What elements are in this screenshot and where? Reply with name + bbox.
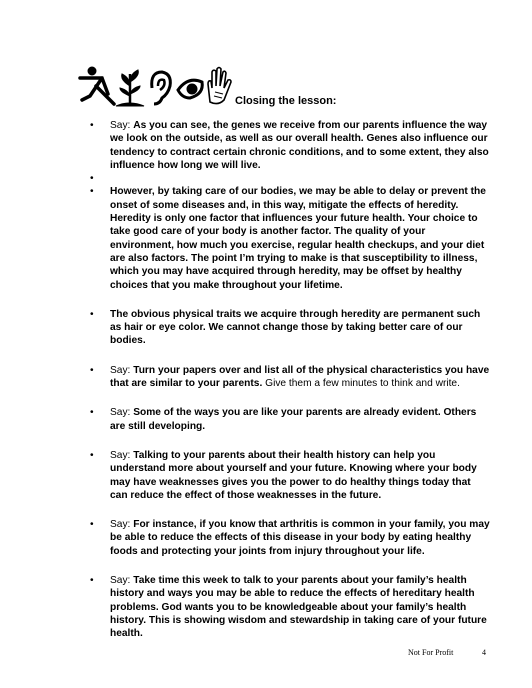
plant-sprout-icon [116, 70, 144, 106]
say-label: Say: [110, 407, 131, 419]
bullet-item [90, 574, 490, 640]
say-label: Say: [110, 120, 131, 131]
bullet-item [90, 406, 490, 433]
bullet-item [90, 518, 490, 558]
say-label: Say: [110, 575, 131, 587]
bullet-item [90, 449, 490, 502]
eye-icon [178, 80, 202, 98]
say-label: Say: [110, 519, 131, 531]
bullet-list [90, 119, 490, 641]
bullet-text: Talking to your parents about their health history can help you understand more about yourself and your future. Knowing where your body may have weaknesses gives you the power to do healthy things today that can reduce the effect of those weaknesses in the future. [110, 449, 477, 501]
say-label: Say: [110, 364, 131, 376]
ear-icon [152, 72, 171, 104]
bullet-text: Take time this week to talk to your parents about your family’s health history and ways you may be able to reduce the effects of hereditary health problems. God wants you to be knowledgeable about your family’s health history. This is showing wisdom and stewardship in taking care of your future health. [110, 575, 487, 640]
bullet-item [90, 172, 490, 185]
say-label: Say: [110, 449, 131, 461]
page-number: 4 [482, 648, 486, 657]
bullet-text: However, by taking care of our bodies, we may be able to delay or prevent the onset of some diseases and, in this way, mitigate the effects of heredity. Heredity is only one factor that influences your future health. Your choice to take good care of your body is another factor. The quality of your environment, how much you exercise, regular health checkups, and your diet are also factors. The point I’m trying to make is that susceptibility to illness, which you may have acquired through heredity, may be offset by healthy choices that you make throughout your lifetime. [110, 186, 486, 291]
bullet-text: For instance, if you know that arthritis is common in your family, you may be able to reduce the effects of this disease in your body by eating healthy foods and protecting your joints from injury throughout your life. [110, 519, 490, 557]
bullet-item [90, 185, 490, 291]
bullet-text: The obvious physical traits we acquire through heredity are permanent such as hair or eye color. We cannot change those by taking better care of our bodies. [110, 308, 481, 347]
bullet-note: Give them a few minutes to think and write. [265, 378, 460, 390]
bullet-item [90, 364, 490, 391]
bullet-item [90, 119, 490, 172]
section-heading: Closing the lesson: [235, 95, 337, 107]
lesson-icons [78, 66, 233, 108]
hand-icon [208, 68, 231, 104]
bullet-item [90, 308, 490, 348]
bullet-text: Turn your papers over and list all of the physical characteristics you have that are similar to your parents. [110, 364, 490, 390]
bullet-text: As you can see, the genes we receive from our parents influence the way we look on the outside, as well as our overall health. Genes also influence our tendency to contract certain chronic conditions, and to some extent, they also influence how long we will live. [110, 120, 489, 171]
exercise-figure-icon [80, 67, 114, 104]
footer-label: Not For Profit [408, 648, 454, 657]
bullet-text: Some of the ways you are like your parents are already evident. Others are still developing. [110, 407, 477, 432]
